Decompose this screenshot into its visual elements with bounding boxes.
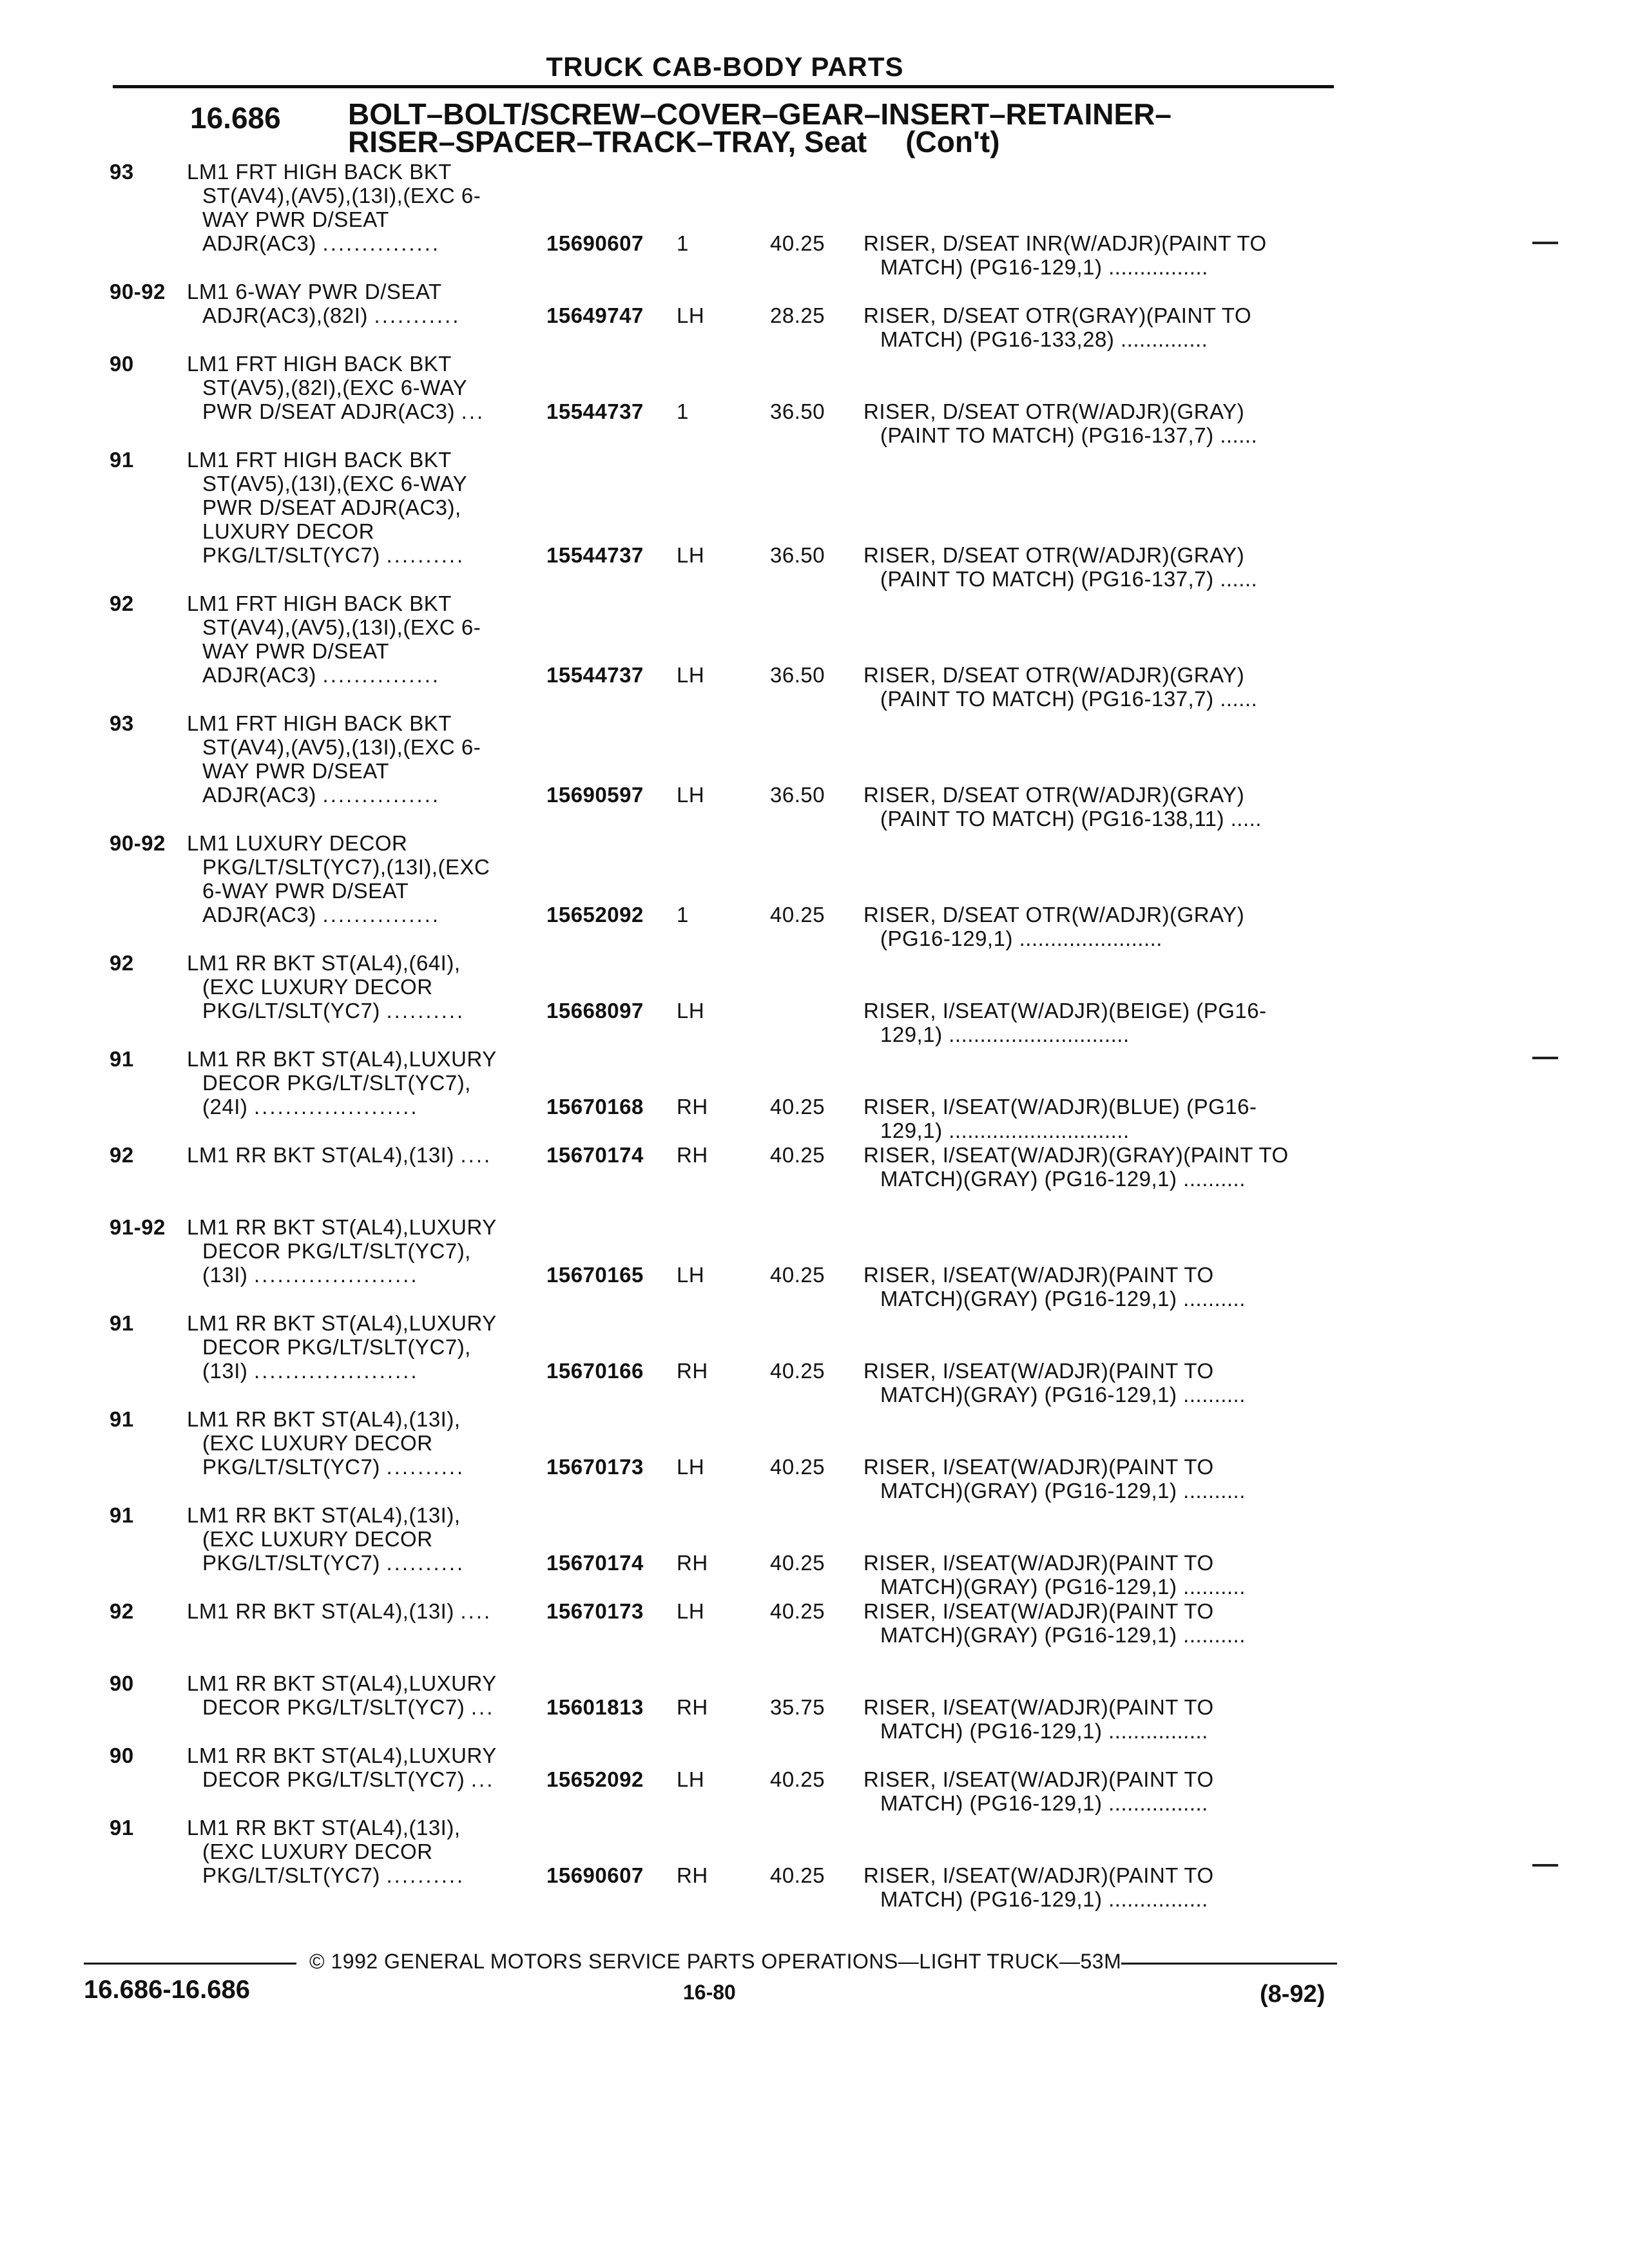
usage-text: LM1 RR BKT ST(AL4),LUXURY [187,1671,497,1695]
usage-text: (EXC LUXURY DECOR [202,1840,433,1863]
usage-line [187,1551,535,1575]
usage-text: (13I) [202,1263,248,1287]
part-description-line: RISER, I/SEAT(W/ADJR)(BLUE) (PG16- [863,1095,1257,1119]
usage-line [187,1335,535,1359]
figure-number: 91 [110,448,134,472]
usage-text: LM1 RR BKT ST(AL4),(13I) [187,1143,454,1167]
usage-line [187,855,535,879]
part-description [863,663,1353,711]
quantity: LH [677,999,705,1023]
price: 36.50 [770,399,825,423]
price: 40.25 [770,1455,825,1479]
section-title [348,97,1171,159]
usage-text: DECOR PKG/LT/SLT(YC7), [202,1335,471,1359]
usage-text: DECOR PKG/LT/SLT(YC7) [202,1767,465,1791]
usage-text: (EXC LUXURY DECOR [202,1431,433,1455]
part-description [863,783,1353,831]
part-description [863,303,1353,351]
section-title-line1: BOLT–BOLT/SCREW–COVER–GEAR–INSERT–RETAINER– [348,97,1171,131]
part-description [863,1263,1353,1311]
quantity: LH [677,543,705,567]
part-description-line: MATCH) (PG16-129,1) ................ [880,1719,1208,1743]
usage-text: LM1 RR BKT ST(AL4),LUXURY [187,1744,497,1767]
usage-description [187,1047,535,1119]
price: 36.50 [770,663,825,687]
part-description [863,1359,1353,1407]
usage-line [187,1215,535,1239]
leader-dots: ............... [322,231,441,255]
part-description-line: RISER, I/SEAT(W/ADJR)(BEIGE) (PG16- [863,999,1267,1023]
price: 40.25 [770,231,825,255]
usage-text: LM1 FRT HIGH BACK BKT [187,352,452,376]
usage-description [187,1215,535,1287]
usage-line [187,303,535,327]
usage-description [187,1143,535,1167]
copyright-notice: © 1992 GENERAL MOTORS SERVICE PARTS OPERATIONS—LIGHT TRUCK—53M [309,1950,1122,1973]
usage-description [187,1816,535,1887]
quantity: RH [677,1359,708,1383]
usage-text: ST(AV5),(82I),(EXC 6-WAY [202,376,468,399]
price: 28.25 [770,303,825,327]
part-description-line: RISER, D/SEAT OTR(W/ADJR)(GRAY) [863,399,1245,423]
part-number: 15668097 [546,999,644,1023]
part-number: 15601813 [546,1695,644,1719]
price: 36.50 [770,783,825,807]
usage-text: WAY PWR D/SEAT [202,759,389,783]
usage-line [187,1840,535,1863]
usage-line [187,207,535,231]
quantity: LH [677,1767,705,1791]
figure-number: 91 [110,1407,134,1431]
usage-description [187,352,535,423]
header-rule [113,85,1334,88]
price: 40.25 [770,903,825,927]
figure-number: 91 [110,1503,134,1527]
part-number: 15544737 [546,399,644,423]
part-number: 15670173 [546,1599,644,1623]
quantity: LH [677,1263,705,1287]
usage-line [187,759,535,783]
leader-dots: .... [460,1599,492,1623]
part-description-line: RISER, I/SEAT(W/ADJR)(PAINT TO [863,1263,1214,1287]
usage-line [187,472,535,495]
usage-text: PKG/LT/SLT(YC7) [202,543,380,567]
usage-text: LM1 RR BKT ST(AL4),(13I), [187,1407,461,1431]
part-description [863,1095,1353,1142]
figure-number: 93 [110,160,134,184]
part-description-line: MATCH) (PG16-129,1) ................ [880,255,1208,279]
usage-line [187,1071,535,1095]
usage-text: PWR D/SEAT ADJR(AC3) [202,399,455,423]
usage-text: PWR D/SEAT ADJR(AC3), [202,495,461,519]
quantity: RH [677,1695,708,1719]
leader-dots: ..................... [254,1095,419,1119]
usage-text: PKG/LT/SLT(YC7) [202,1551,380,1575]
part-description [863,231,1353,279]
usage-description [187,160,535,255]
usage-description [187,831,535,927]
usage-line [187,1311,535,1335]
part-description [863,1551,1353,1599]
usage-text: ST(AV4),(AV5),(13I),(EXC 6- [202,735,481,759]
price: 40.25 [770,1263,825,1287]
part-description-line: (PAINT TO MATCH) (PG16-138,11) ..... [880,807,1262,831]
part-description-line: RISER, I/SEAT(W/ADJR)(PAINT TO [863,1863,1214,1887]
usage-text: ADJR(AC3),(82I) [202,303,368,327]
section-title-line2: RISER–SPACER–TRACK–TRAY, Seat [348,125,867,159]
figure-number: 90 [110,1671,134,1695]
usage-line [187,783,535,807]
usage-line [187,1599,535,1623]
part-number: 15670174 [546,1551,644,1575]
usage-line [187,591,535,615]
part-description-line: RISER, I/SEAT(W/ADJR)(PAINT TO [863,1695,1214,1719]
part-description-line: RISER, I/SEAT(W/ADJR)(GRAY)(PAINT TO [863,1143,1289,1167]
part-description [863,543,1353,591]
part-description-line: (PAINT TO MATCH) (PG16-137,7) ...... [880,567,1258,591]
usage-text: PKG/LT/SLT(YC7),(13I),(EXC [202,855,490,879]
footer-rule [1121,1963,1337,1965]
figure-number: 92 [110,951,134,975]
usage-line [187,663,535,687]
quantity: 1 [677,231,689,255]
figure-number: 91-92 [110,1215,166,1239]
usage-text: LM1 FRT HIGH BACK BKT [187,711,452,735]
figure-number: 90 [110,352,134,376]
usage-line [187,903,535,927]
part-description [863,1143,1353,1191]
usage-line [187,448,535,472]
usage-line [187,1671,535,1695]
part-description-line: MATCH)(GRAY) (PG16-129,1) .......... [880,1167,1246,1191]
part-number: 15652092 [546,903,644,927]
revision-date: (8-92) [1260,1981,1325,2008]
leader-dots: ... [470,1695,495,1719]
usage-text: DECOR PKG/LT/SLT(YC7), [202,1239,471,1263]
figure-number: 93 [110,711,134,735]
quantity: LH [677,303,705,327]
footer-rule [84,1963,296,1965]
part-description-line: RISER, D/SEAT INR(W/ADJR)(PAINT TO [863,231,1267,255]
usage-text: ST(AV4),(AV5),(13I),(EXC 6- [202,184,481,207]
usage-line [187,1767,535,1791]
usage-line [187,399,535,423]
figure-number: 92 [110,1143,134,1167]
price: 40.25 [770,1359,825,1383]
part-description-line: MATCH)(GRAY) (PG16-129,1) .......... [880,1575,1246,1599]
part-description [863,1767,1353,1815]
usage-text: LUXURY DECOR [202,519,375,543]
usage-text: PKG/LT/SLT(YC7) [202,999,380,1023]
part-description-line: RISER, I/SEAT(W/ADJR)(PAINT TO [863,1455,1214,1479]
leader-dots: .......... [386,1863,465,1887]
section-range: 16.686-16.686 [84,1975,251,2004]
price: 36.50 [770,543,825,567]
usage-text: LM1 LUXURY DECOR [187,831,408,855]
usage-line [187,1047,535,1071]
usage-text: LM1 FRT HIGH BACK BKT [187,448,452,472]
part-description-line: MATCH)(GRAY) (PG16-129,1) .......... [880,1383,1246,1407]
usage-line [187,160,535,184]
leader-dots: ..................... [254,1359,419,1383]
quantity: RH [677,1143,708,1167]
usage-text: PKG/LT/SLT(YC7) [202,1863,380,1887]
part-description-line: RISER, D/SEAT OTR(W/ADJR)(GRAY) [863,903,1245,927]
quantity: LH [677,663,705,687]
leader-dots: .......... [386,1455,465,1479]
part-number: 15690607 [546,231,644,255]
usage-line [187,376,535,399]
figure-number: 90-92 [110,280,166,303]
part-description [863,1599,1353,1647]
usage-description [187,1671,535,1719]
usage-line [187,1816,535,1840]
usage-line [187,951,535,975]
leader-dots: ........... [374,303,461,327]
continued-label: (Con't) [905,125,1000,159]
quantity: RH [677,1095,708,1119]
usage-text: (EXC LUXURY DECOR [202,975,433,999]
part-description-line: (PAINT TO MATCH) (PG16-137,7) ...... [880,423,1258,447]
figure-number: 91 [110,1047,134,1071]
usage-text: LM1 FRT HIGH BACK BKT [187,160,452,184]
page-number: 16-80 [683,1981,736,2004]
part-number: 15670166 [546,1359,644,1383]
part-number: 15649747 [546,303,644,327]
usage-line [187,519,535,543]
usage-text: LM1 RR BKT ST(AL4),(13I) [187,1599,454,1623]
part-number: 15670174 [546,1143,644,1167]
part-description-line: (PAINT TO MATCH) (PG16-137,7) ...... [880,687,1258,711]
usage-text: ADJR(AC3) [202,231,316,255]
quantity: LH [677,1455,705,1479]
usage-line [187,1744,535,1767]
usage-text: LM1 6-WAY PWR D/SEAT [187,280,442,303]
usage-description [187,1744,535,1791]
usage-line [187,1527,535,1551]
usage-text: 6-WAY PWR D/SEAT [202,879,409,903]
part-number: 15670168 [546,1095,644,1119]
price: 40.25 [770,1551,825,1575]
part-description [863,1863,1353,1911]
leader-dots: .......... [386,999,465,1023]
quantity: RH [677,1863,708,1887]
part-description-line: 129,1) ............................. [880,1023,1130,1046]
usage-text: LM1 RR BKT ST(AL4),(64I), [187,951,461,975]
part-description-line: MATCH)(GRAY) (PG16-129,1) .......... [880,1623,1246,1647]
margin-mark [1532,242,1558,244]
price: 40.25 [770,1863,825,1887]
usage-line [187,1095,535,1119]
usage-line [187,543,535,567]
part-description-line: RISER, I/SEAT(W/ADJR)(PAINT TO [863,1599,1214,1623]
usage-description [187,280,535,327]
usage-text: ST(AV4),(AV5),(13I),(EXC 6- [202,615,481,639]
leader-dots: ............... [322,663,441,687]
usage-description [187,448,535,567]
usage-text: LM1 FRT HIGH BACK BKT [187,591,452,615]
price: 40.25 [770,1767,825,1791]
usage-description [187,591,535,687]
usage-text: LM1 RR BKT ST(AL4),LUXURY [187,1311,497,1335]
part-description-line: MATCH)(GRAY) (PG16-129,1) .......... [880,1287,1246,1311]
part-description-line: 129,1) ............................. [880,1119,1130,1142]
page-title: TRUCK CAB-BODY PARTS [546,52,904,82]
leader-dots: .......... [386,543,465,567]
usage-line [187,352,535,376]
usage-description [187,1407,535,1479]
usage-text: WAY PWR D/SEAT [202,207,389,231]
usage-line [187,231,535,255]
usage-line [187,1431,535,1455]
part-description-line: RISER, D/SEAT OTR(W/ADJR)(GRAY) [863,783,1245,807]
usage-line [187,1239,535,1263]
quantity: LH [677,783,705,807]
part-description [863,1695,1353,1743]
section-title-line2-wrap [348,125,1171,159]
price: 35.75 [770,1695,825,1719]
usage-text: WAY PWR D/SEAT [202,639,389,663]
part-description-line: RISER, D/SEAT OTR(W/ADJR)(GRAY) [863,543,1245,567]
usage-line [187,711,535,735]
part-description [863,399,1353,447]
leader-dots: ... [470,1767,495,1791]
part-description-line: RISER, I/SEAT(W/ADJR)(PAINT TO [863,1551,1214,1575]
figure-number: 92 [110,1599,134,1623]
usage-line [187,280,535,303]
part-description-line: MATCH) (PG16-129,1) ................ [880,1887,1208,1911]
part-number: 15670173 [546,1455,644,1479]
leader-dots: ............... [322,903,441,927]
usage-line [187,1455,535,1479]
usage-line [187,1695,535,1719]
usage-text: LM1 RR BKT ST(AL4),(13I), [187,1816,461,1840]
price: 40.25 [770,1143,825,1167]
leader-dots: ............... [322,783,441,807]
usage-text: ADJR(AC3) [202,783,316,807]
usage-line [187,1263,535,1287]
usage-text: DECOR PKG/LT/SLT(YC7), [202,1071,471,1095]
figure-number: 90-92 [110,831,166,855]
usage-text: LM1 RR BKT ST(AL4),(13I), [187,1503,461,1527]
part-number: 15544737 [546,543,644,567]
usage-line [187,1503,535,1527]
section-number: 16.686 [190,101,281,135]
usage-line [187,735,535,759]
part-number: 15544737 [546,663,644,687]
usage-line [187,831,535,855]
usage-text: ADJR(AC3) [202,663,316,687]
usage-line [187,495,535,519]
quantity: LH [677,1599,705,1623]
figure-number: 91 [110,1816,134,1840]
part-description-line: RISER, I/SEAT(W/ADJR)(PAINT TO [863,1359,1214,1383]
usage-description [187,1503,535,1575]
margin-mark [1532,1057,1558,1059]
usage-line [187,1359,535,1383]
usage-description [187,711,535,807]
usage-description [187,1599,535,1623]
leader-dots: ..................... [254,1263,419,1287]
figure-number: 92 [110,591,134,615]
usage-line [187,184,535,207]
quantity: 1 [677,399,689,423]
part-description [863,999,1353,1046]
usage-description [187,951,535,1023]
part-description-line: MATCH) (PG16-133,28) .............. [880,327,1208,351]
part-description-line: MATCH) (PG16-129,1) ................ [880,1791,1208,1815]
usage-text: ST(AV5),(13I),(EXC 6-WAY [202,472,468,495]
usage-text: (13I) [202,1359,248,1383]
usage-text: ADJR(AC3) [202,903,316,927]
usage-line [187,1863,535,1887]
leader-dots: ... [461,399,485,423]
part-number: 15670165 [546,1263,644,1287]
usage-line [187,1143,535,1167]
part-number: 15690597 [546,783,644,807]
usage-line [187,999,535,1023]
leader-dots: .... [460,1143,492,1167]
usage-text: LM1 RR BKT ST(AL4),LUXURY [187,1215,497,1239]
leader-dots: .......... [386,1551,465,1575]
part-description [863,1455,1353,1503]
figure-number: 91 [110,1311,134,1335]
price: 40.25 [770,1095,825,1119]
part-description-line: RISER, D/SEAT OTR(W/ADJR)(GRAY) [863,663,1245,687]
quantity: 1 [677,903,689,927]
part-description-line: RISER, I/SEAT(W/ADJR)(PAINT TO [863,1767,1214,1791]
quantity: RH [677,1551,708,1575]
price: 40.25 [770,1599,825,1623]
usage-text: (24I) [202,1095,248,1119]
usage-line [187,615,535,639]
part-description-line: MATCH)(GRAY) (PG16-129,1) .......... [880,1479,1246,1503]
margin-mark [1532,1864,1558,1867]
part-number: 15652092 [546,1767,644,1791]
part-description-line: RISER, D/SEAT OTR(GRAY)(PAINT TO [863,303,1252,327]
usage-description [187,1311,535,1383]
part-description [863,903,1353,950]
usage-line [187,879,535,903]
usage-text: PKG/LT/SLT(YC7) [202,1455,380,1479]
usage-text: DECOR PKG/LT/SLT(YC7) [202,1695,465,1719]
figure-number: 90 [110,1744,134,1767]
part-description-line: (PG16-129,1) ....................... [880,927,1162,950]
part-number: 15690607 [546,1863,644,1887]
usage-line [187,639,535,663]
usage-text: (EXC LUXURY DECOR [202,1527,433,1551]
usage-text: LM1 RR BKT ST(AL4),LUXURY [187,1047,497,1071]
usage-line [187,1407,535,1431]
usage-line [187,975,535,999]
